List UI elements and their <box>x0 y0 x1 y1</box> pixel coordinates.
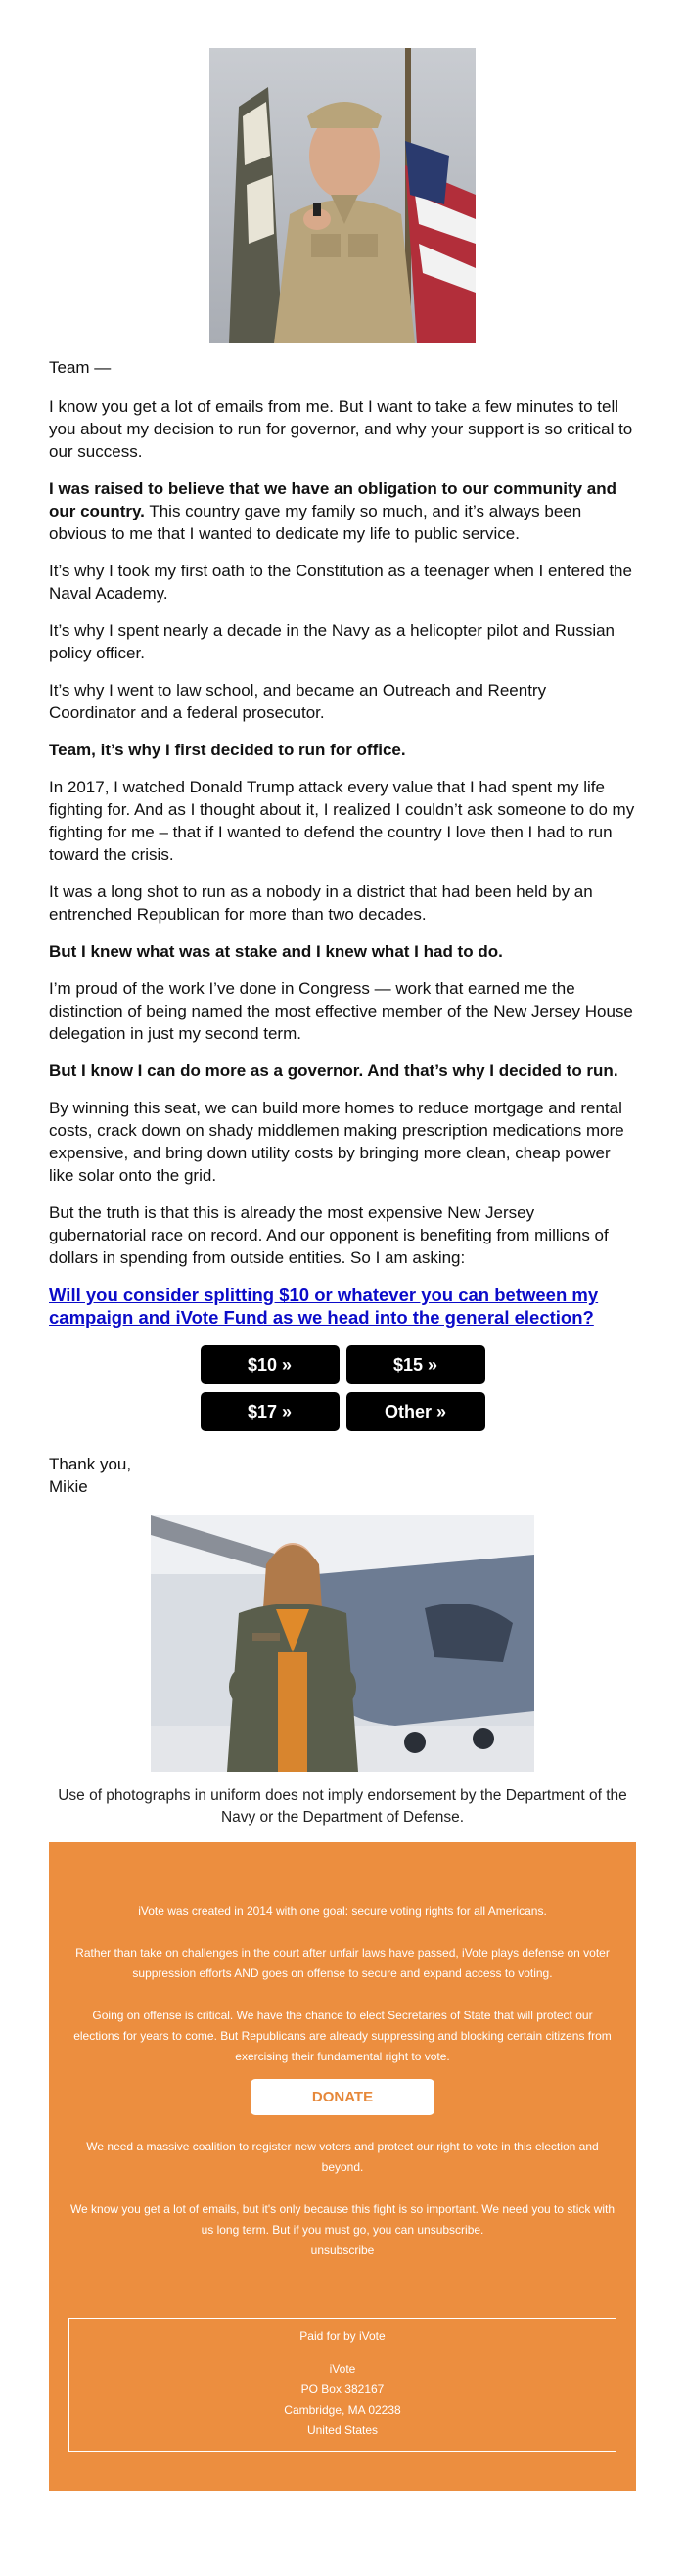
address-line: iVote <box>329 2362 356 2375</box>
paragraph-text: This country gave my family so much, and it’s always been obvious to me that I wanted to dedicate my life to public service. <box>49 502 582 543</box>
footer-paragraph <box>68 2199 616 2261</box>
paragraph: It’s why I went to law school, and became an Outreach and Reentry Coordinator and a federal prosecutor. <box>49 681 547 722</box>
footer-paragraph: Rather than take on challenges in the court after unfair laws have passed, iVote plays defense on voter suppression efforts AND goes on offense to secure and expand access to voting. <box>75 1946 610 1980</box>
paid-for-box <box>68 2318 616 2452</box>
bold-paragraph: Team, it’s why I first decided to run for office. <box>49 741 406 759</box>
donate-button[interactable]: DONATE <box>251 2079 434 2115</box>
paragraph <box>49 477 636 545</box>
paragraph: By winning this seat, we can build more homes to reduce mortgage and rental costs, crack down on shady middlemen making prescription medications more expensive, and bring down utility costs by bringing more clean, cheap power like solar onto the grid. <box>49 1099 624 1185</box>
hero-photo-navy-uniform <box>209 48 476 343</box>
donate-17-button[interactable]: $17 » <box>201 1392 340 1431</box>
paragraph: It’s why I took my first oath to the Constitution as a teenager when I entered the Naval Academy. <box>49 562 632 603</box>
donation-buttons <box>49 1345 636 1431</box>
footer-paragraph: We need a massive coalition to register new voters and protect our right to vote in this election and beyond. <box>86 2140 599 2174</box>
donate-10-button[interactable]: $10 » <box>201 1345 340 1384</box>
paragraph: It was a long shot to run as a nobody in a district that had been held by an entrenched Republican for more than two decades. <box>49 882 593 924</box>
address-line: PO Box 382167 <box>300 2382 385 2396</box>
ask-paragraph <box>49 1284 636 1329</box>
paragraph: But the truth is that this is already the most expensive New Jersey gubernatorial race on record. And our opponent is benefiting from millions of dollars in spending from outside entities. So I am asking: <box>49 1203 609 1267</box>
signoff-name: Mikie <box>49 1477 88 1496</box>
donate-other-button[interactable]: Other » <box>346 1392 485 1431</box>
photo-disclaimer: Use of photographs in uniform does not imply endorsement by the Department of the Navy or the Department of Defense. <box>58 1787 627 1826</box>
paragraph: I know you get a lot of emails from me. But I want to take a few minutes to tell you about my decision to run for governor, and why your support is so critical to our success. <box>49 397 633 461</box>
bold-text: I was raised to believe that we have an obligation to our community and our country. <box>49 479 617 520</box>
signoff-thanks: Thank you, <box>49 1455 132 1473</box>
footer-paragraph-text: We know you get a lot of emails, but it's only because this fight is so important. We need you to stick with us long term. But if you must go, you can unsubscribe. <box>69 2202 616 2237</box>
email-container <box>49 48 636 2491</box>
paragraph: It’s why I spent nearly a decade in the Navy as a helicopter pilot and Russian policy officer. <box>49 621 616 662</box>
address-line: United States <box>306 2423 379 2437</box>
footer-paragraph: Going on offense is critical. We have the chance to elect Secretaries of State that will protect our elections for years to come. But Republicans are already suppressing and blocking certain citizens from exercising their fundamental right to vote. <box>73 2009 612 2063</box>
signoff <box>49 1453 636 1498</box>
bold-paragraph: But I know I can do more as a governor. And that’s why I decided to run. <box>49 1062 618 1080</box>
footer-paragraph: iVote was created in 2014 with one goal: secure voting rights for all Americans. <box>138 1904 547 1918</box>
unsubscribe-link[interactable]: unsubscribe <box>310 2243 375 2257</box>
bold-paragraph: But I knew what was at stake and I knew what I had to do. <box>49 942 503 961</box>
paragraph: I’m proud of the work I’ve done in Congress — work that earned me the distinction of being named the most effective member of the New Jersey House delegation in just my second term. <box>49 979 633 1043</box>
ivote-footer <box>49 1842 636 2491</box>
message-body <box>49 343 636 1329</box>
donate-15-button[interactable]: $15 » <box>346 1345 485 1384</box>
donation-ask-link[interactable]: Will you consider splitting $10 or whatever you can between my campaign and iVote Fund as we head into the general election? <box>49 1285 599 1328</box>
helicopter-photo <box>151 1515 534 1772</box>
paragraph: In 2017, I watched Donald Trump attack every value that I had spent my life fighting for. And as I thought about it, I realized I couldn’t ask someone to do my fighting for me – that if I wanted to defend the country I love then I had to run toward the crisis. <box>49 778 635 864</box>
paid-for-label: Paid for by iVote <box>299 2329 386 2343</box>
greeting: Team — <box>49 358 112 377</box>
address-line: Cambridge, MA 02238 <box>284 2403 401 2417</box>
